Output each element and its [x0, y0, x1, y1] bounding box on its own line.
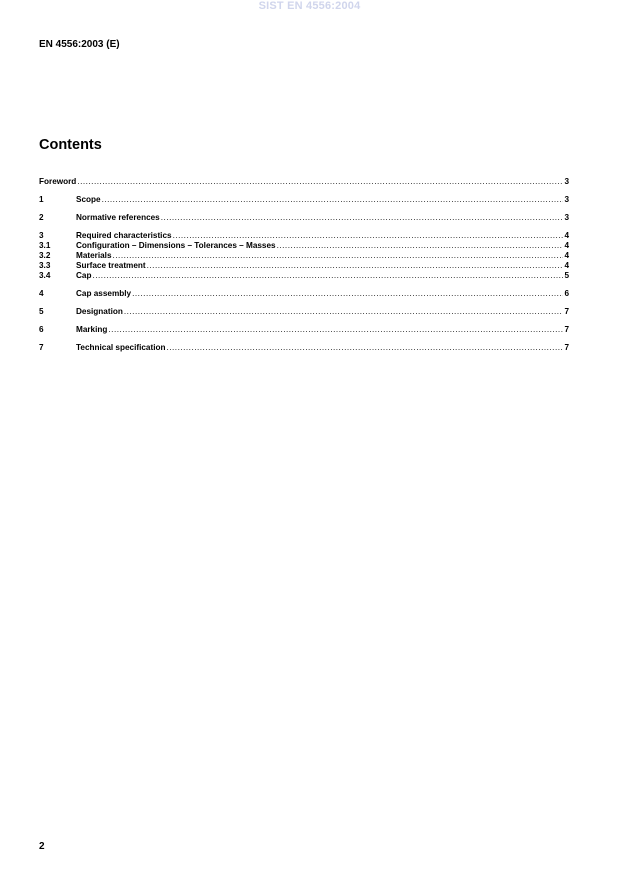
- contents-title: Contents: [39, 137, 102, 153]
- toc-entry-page: 3: [564, 177, 569, 186]
- toc-entry-scope[interactable]: [39, 195, 569, 205]
- toc-entry-page: 3: [564, 213, 569, 222]
- toc-entry-marking[interactable]: [39, 325, 569, 335]
- toc-dot-leader: [102, 195, 564, 205]
- toc-dot-leader: [277, 241, 564, 251]
- toc-entry-required-characteristics[interactable]: [39, 231, 569, 241]
- toc-entry-number: 3.4: [39, 271, 51, 280]
- toc-entry-title: Configuration – Dimensions – Tolerances – Masses: [76, 241, 276, 250]
- toc-entry-title: Required characteristics: [76, 231, 172, 240]
- toc-entry-page: 3: [564, 195, 569, 204]
- toc-entry-cap[interactable]: [39, 271, 569, 281]
- toc-entry-page: 4: [564, 251, 569, 260]
- toc-entry-cap-assembly[interactable]: [39, 289, 569, 299]
- toc-entry-page: 4: [564, 241, 569, 250]
- toc-entry-foreword[interactable]: [39, 177, 569, 187]
- toc-entry-number: 2: [39, 213, 44, 222]
- toc-entry-title: Designation: [76, 307, 123, 316]
- toc-entry-number: 4: [39, 289, 44, 298]
- document-header: EN 4556:2003 (E): [39, 39, 120, 50]
- toc-dot-leader: [92, 271, 563, 281]
- toc-dot-leader: [77, 177, 563, 187]
- toc-entry-page: 7: [564, 307, 569, 316]
- toc-entry-page: 7: [564, 343, 569, 352]
- toc-entry-page: 6: [564, 289, 569, 298]
- toc-entry-normative-references[interactable]: [39, 213, 569, 223]
- toc-entry-page: 7: [564, 325, 569, 334]
- toc-dot-leader: [113, 251, 564, 261]
- table-of-contents: [39, 177, 569, 353]
- toc-dot-leader: [166, 343, 563, 353]
- toc-entry-number: 5: [39, 307, 44, 316]
- toc-entry-title: Materials: [76, 251, 112, 260]
- toc-entry-title: Surface treatment: [76, 261, 146, 270]
- toc-entry-title: Cap assembly: [76, 289, 132, 298]
- toc-entry-number: 3.2: [39, 251, 51, 260]
- toc-entry-page: 4: [564, 261, 569, 270]
- toc-entry-number: 3.3: [39, 261, 51, 270]
- toc-dot-leader: [132, 289, 563, 299]
- toc-dot-leader: [108, 325, 563, 335]
- toc-entry-title: Scope: [76, 195, 101, 204]
- toc-entry-number: 3.1: [39, 241, 51, 250]
- toc-entry-page: 5: [564, 271, 569, 280]
- toc-entry-title: Marking: [76, 325, 108, 334]
- toc-entry-title: Normative references: [76, 213, 160, 222]
- watermark: SIST EN 4556:2004: [258, 0, 361, 12]
- toc-entry-title: Cap: [76, 271, 92, 280]
- toc-entry-materials[interactable]: [39, 251, 569, 261]
- toc-dot-leader: [161, 213, 564, 223]
- toc-entry-configuration[interactable]: [39, 241, 569, 251]
- toc-dot-leader: [124, 307, 564, 317]
- toc-dot-leader: [173, 231, 564, 241]
- toc-entry-number: 3: [39, 231, 44, 240]
- toc-entry-technical-specification[interactable]: [39, 343, 569, 353]
- toc-entry-surface-treatment[interactable]: [39, 261, 569, 271]
- toc-entry-title: Foreword: [39, 177, 77, 186]
- toc-entry-number: 7: [39, 343, 44, 352]
- toc-entry-number: 6: [39, 325, 44, 334]
- toc-entry-page: 4: [564, 231, 569, 240]
- toc-entry-title: Technical specification: [76, 343, 166, 352]
- page-number: 2: [39, 841, 45, 852]
- toc-entry-designation[interactable]: [39, 307, 569, 317]
- toc-entry-number: 1: [39, 195, 44, 204]
- toc-dot-leader: [147, 261, 564, 271]
